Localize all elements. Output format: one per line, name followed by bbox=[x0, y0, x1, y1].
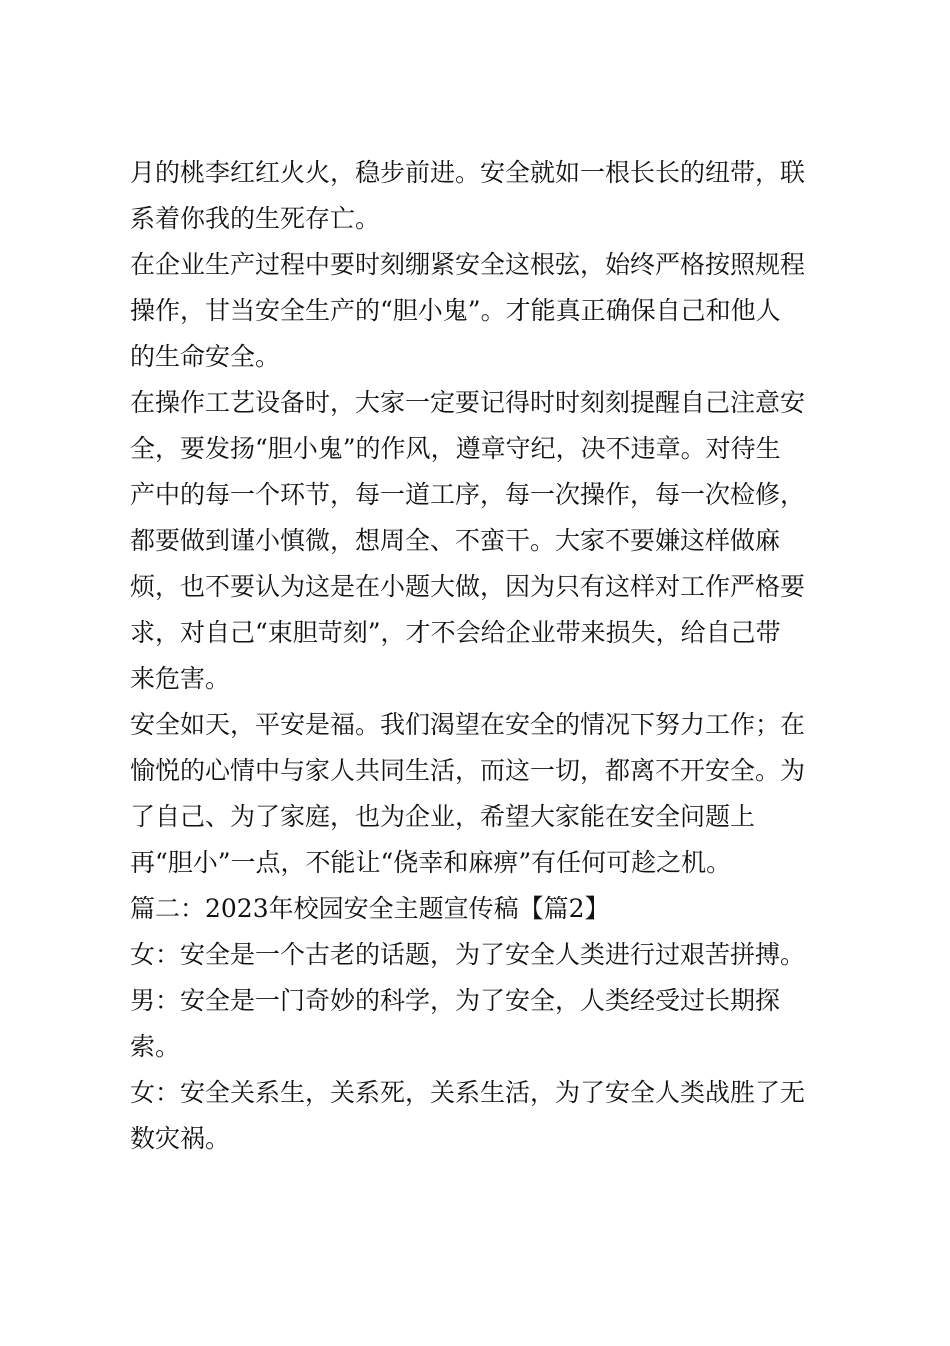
text-line: 在操作工艺设备时，大家一定要记得时时刻刻提醒自己注意安 bbox=[130, 388, 806, 417]
text-line: 来危害。 bbox=[130, 664, 231, 693]
document-body bbox=[130, 150, 830, 1162]
text-line: 索。 bbox=[130, 1032, 181, 1061]
text-line: 的生命安全。 bbox=[130, 342, 281, 371]
text-line: 再“胆小”一点，不能让“侥幸和麻痹”有任何可趁之机。 bbox=[130, 848, 732, 877]
text-line: 系着你我的生死存亡。 bbox=[130, 204, 381, 233]
text-line: 全，要发扬“胆小鬼”的作风，遵章守纪，决不违章。对待生 bbox=[130, 434, 781, 463]
text-line: 烦，也不要认为这是在小题大做，因为只有这样对工作严格要 bbox=[130, 572, 806, 601]
section-heading: 篇二：2023年校园安全主题宣传稿【篇2】 bbox=[130, 894, 610, 923]
text-line: 数灾祸。 bbox=[130, 1124, 231, 1153]
text-line: 在企业生产过程中要时刻绷紧安全这根弦，始终严格按照规程 bbox=[130, 250, 806, 279]
text-line: 求，对自己“束胆苛刻”，才不会给企业带来损失，给自己带 bbox=[130, 618, 781, 647]
text-line: 男：安全是一门奇妙的科学，为了安全，人类经受过长期探 bbox=[130, 986, 781, 1015]
text-line: 操作，甘当安全生产的“胆小鬼”。才能真正确保自己和他人 bbox=[130, 296, 781, 325]
text-line: 了自己、为了家庭，也为企业，希望大家能在安全问题上 bbox=[130, 802, 756, 831]
text-line: 安全如天，平安是福。我们渴望在安全的情况下努力工作；在 bbox=[130, 710, 806, 739]
text-line: 女：安全是一个古老的话题，为了安全人类进行过艰苦拼搏。 bbox=[130, 940, 806, 969]
text-line: 产中的每一个环节，每一道工序，每一次操作，每一次检修， bbox=[130, 480, 806, 509]
text-line: 月的桃李红红火火，稳步前进。安全就如一根长长的纽带，联 bbox=[130, 158, 806, 187]
text-line: 都要做到谨小慎微，想周全、不蛮干。大家不要嫌这样做麻 bbox=[130, 526, 781, 555]
text-line: 女：安全关系生，关系死，关系生活，为了安全人类战胜了无 bbox=[130, 1078, 806, 1107]
text-line: 愉悦的心情中与家人共同生活，而这一切，都离不开安全。为 bbox=[130, 756, 806, 785]
